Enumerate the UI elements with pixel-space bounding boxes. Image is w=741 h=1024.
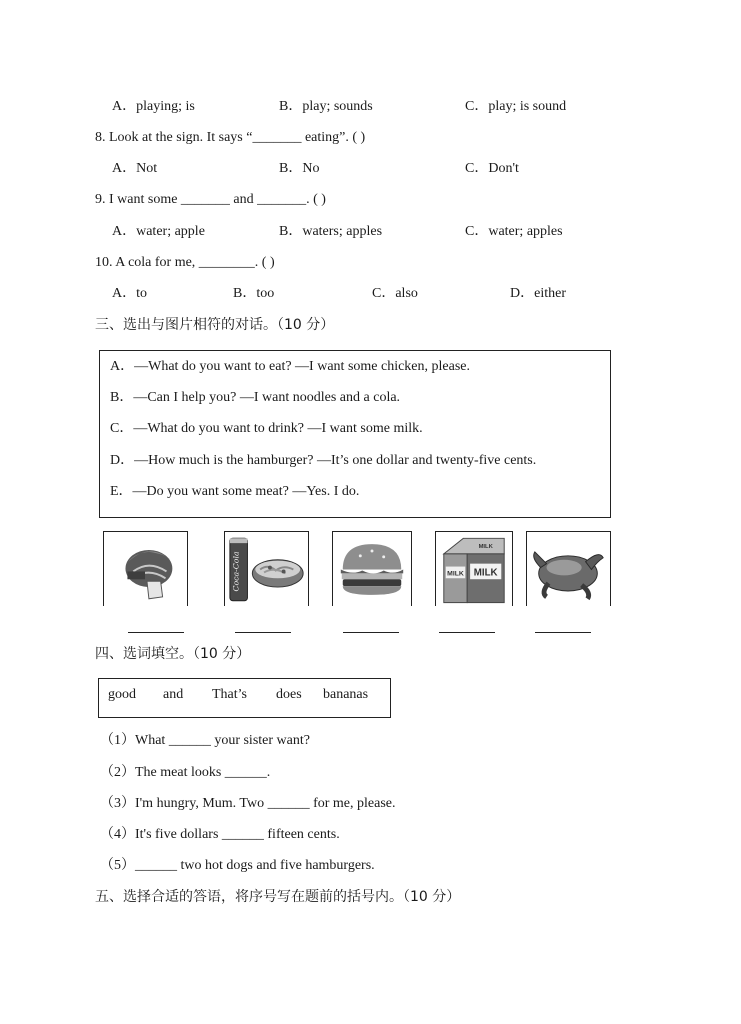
q9-option-a: A．water; apple (112, 224, 205, 239)
picture-answer-blank-5[interactable] (535, 632, 591, 633)
word-bank-does: does (276, 687, 302, 702)
picture-answer-blank-3[interactable] (343, 632, 399, 633)
word-bank-bananas: bananas (323, 687, 369, 702)
word-bank-and: and (163, 687, 184, 702)
dialogue-c: C．—What do you want to drink? —I want some milk. (110, 421, 423, 436)
q8-option-a: A．Not (112, 161, 158, 176)
q8-option-b: B．No (279, 161, 320, 176)
picture-answer-blank-1[interactable] (128, 632, 184, 633)
fill-item-5: （5）______ two hot dogs and five hamburgers. (100, 858, 375, 873)
dialogue-a: A．—What do you want to eat? —I want some chicken, please. (110, 359, 471, 374)
cola-noodles-icon (224, 531, 309, 606)
milk-label-top: MILK (478, 544, 493, 551)
fill-item-3: （3）I'm hungry, Mum. Two ______ for me, please. (100, 796, 396, 811)
q10-option-d: D．either (510, 286, 566, 301)
q10-option-c: C．also (372, 286, 418, 301)
milk-label-side: MILK (447, 570, 464, 578)
fill-item-1: （1）What ______ your sister want? (100, 733, 310, 748)
section3-title: 三、选出与图片相符的对话。（10 分） (95, 317, 335, 333)
section4-title: 四、选词填空。（10 分） (95, 646, 251, 662)
q7-option-a: A．playing; is (112, 99, 195, 114)
picture-answer-blank-2[interactable] (235, 632, 291, 633)
q9-stem: 9. I want some _______ and _______. ( ) (95, 192, 326, 207)
word-bank-thats: That’s (212, 687, 247, 702)
dialogue-e: E．—Do you want some meat? —Yes. I do. (110, 484, 360, 499)
milk-carton-icon (435, 531, 513, 606)
q10-option-b: B．too (233, 286, 275, 301)
q9-option-c: C．water; apples (465, 224, 563, 239)
q8-stem: 8. Look at the sign. It says “_______ eating”. ( ) (95, 130, 366, 145)
section5-title: 五、选择合适的答语，将序号写在题前的括号内。（10 分） (95, 889, 461, 905)
q9-option-b: B．waters; apples (279, 224, 383, 239)
meat-icon (103, 531, 188, 606)
fill-item-4: （4）It's five dollars ______ fifteen cents. (100, 827, 340, 842)
dialogue-d: D．—How much is the hamburger? —It’s one dollar and twenty-five cents. (110, 453, 537, 468)
cola-label: Coca-Cola (231, 551, 241, 592)
q10-option-a: A．to (112, 286, 147, 301)
word-bank-good: good (108, 687, 136, 702)
milk-label-front: MILK (473, 567, 498, 579)
q7-option-b: B．play; sounds (279, 99, 373, 114)
picture-answer-blank-4[interactable] (439, 632, 495, 633)
q7-option-c: C．play; is sound (465, 99, 567, 114)
dialogue-b: B．—Can I help you? —I want noodles and a cola. (110, 390, 401, 405)
q10-stem: 10. A cola for me, ________. ( ) (95, 255, 275, 270)
q8-option-c: C．Don't (465, 161, 519, 176)
fill-item-2: （2）The meat looks ______. (100, 765, 271, 780)
roast-chicken-icon (526, 531, 611, 606)
hamburger-icon (332, 531, 412, 606)
